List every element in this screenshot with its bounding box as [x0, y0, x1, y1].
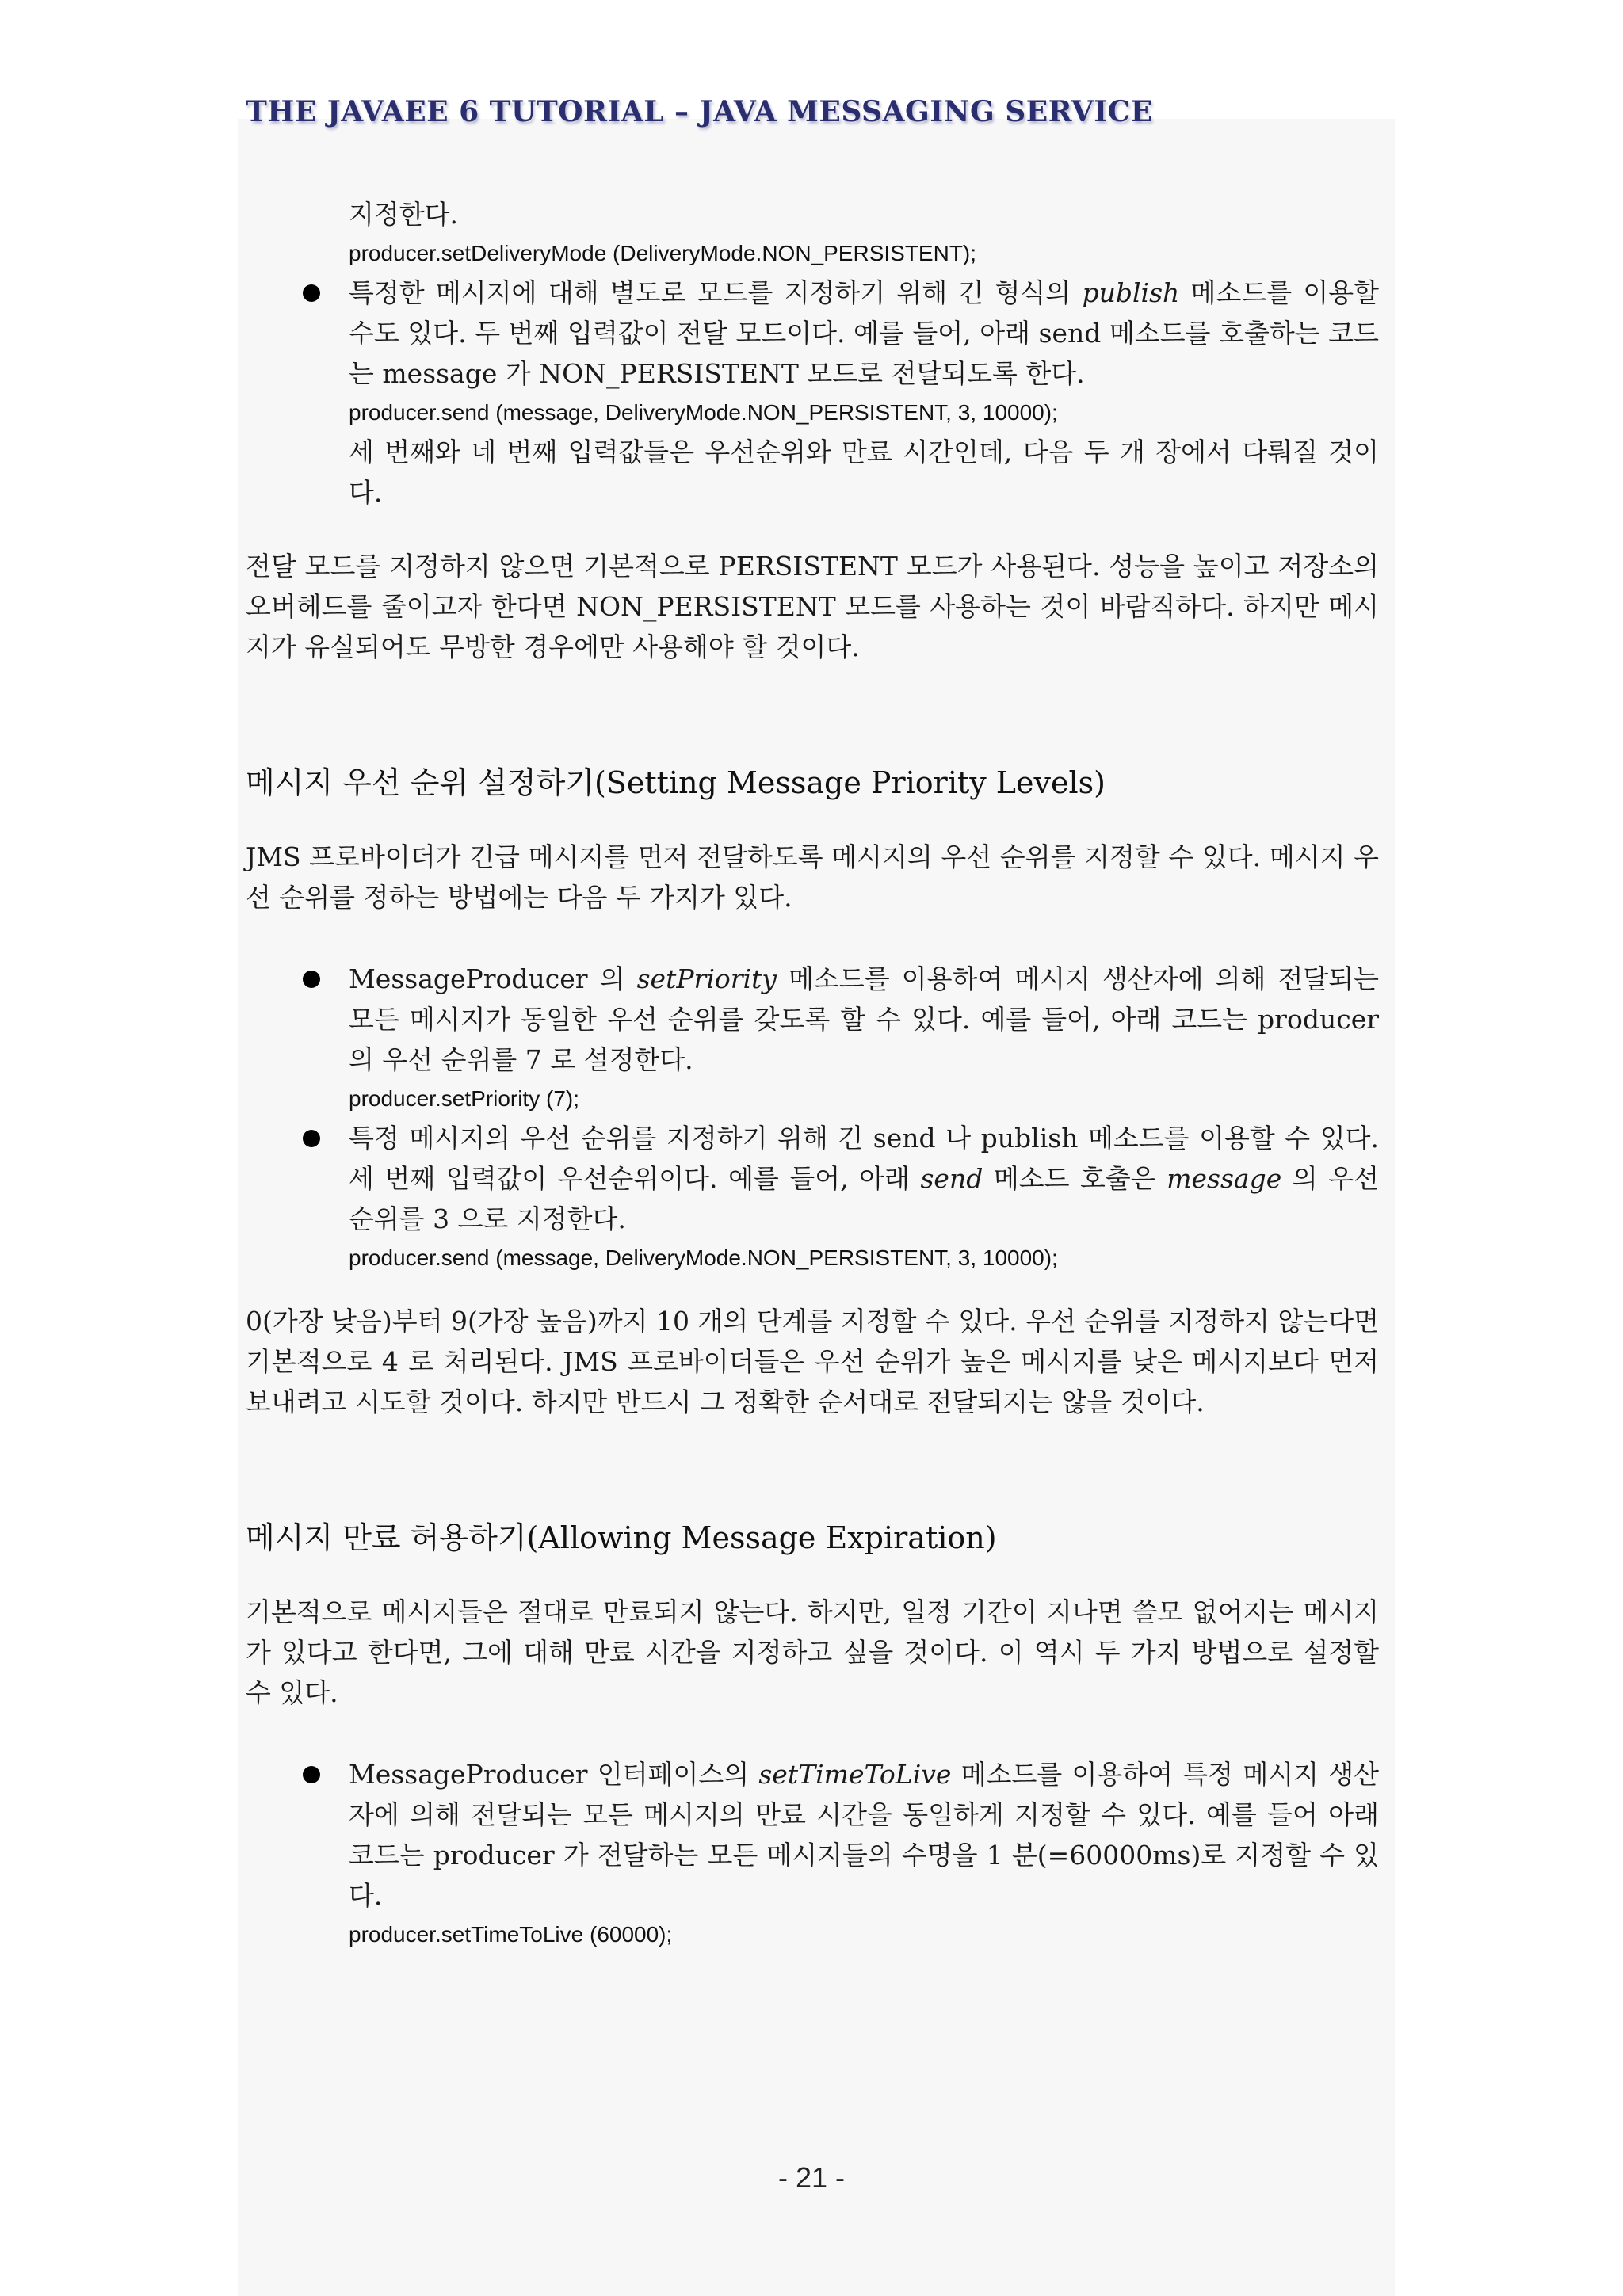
continuation-text: 지정한다. — [349, 199, 459, 230]
method-name: send — [920, 1163, 983, 1194]
code-send-priority: producer.send (message, DeliveryMode.NON_PERSISTENT, 3, 10000); — [349, 1245, 1058, 1270]
bullet-icon — [303, 284, 320, 302]
bullet-text: 메소드를 이용할 수도 있다. 두 번째 입력값이 전달 모드이다. 예를 들어, 아래 send 메소드를 호출하는 코드는 message 가 NON_PERSISTENT 모드로 전달되도록 한다. — [349, 277, 1379, 389]
code-set-time-to-live: producer.setTimeToLive (60000); — [349, 1922, 673, 1947]
list-item — [246, 273, 1379, 394]
code-explanation: 세 번째와 네 번째 입력값들은 우선순위와 만료 시간인데, 다음 두 개 장에서 다뤄질 것이다. — [349, 437, 1379, 508]
bullet-text: 특정한 메시지에 대해 별도로 모드를 지정하기 위해 긴 형식의 — [349, 277, 1083, 308]
bullet-text: 메소드 호출은 — [983, 1163, 1167, 1194]
bullet-text: 메소드를 이용하여 메시지 생산자에 의해 전달되는 모든 메시지가 동일한 우선 순위를 갖도록 할 수 있다. 예를 들어, 아래 코드는 producer 의 우선 순위를 7 로 설정한다. — [349, 963, 1379, 1075]
paragraph-priority-levels: 0(가장 낮음)부터 9(가장 높음)까지 10 개의 단계를 지정할 수 있다. 우선 순위를 지정하지 않는다면 기본적으로 4 로 처리된다. JMS 프로바이더들은 우선 순위가 높은 메시지를 낮은 메시지보다 먼저 보내려고 시도할 것이다. 하지만 반드시 그 정확한 순서대로 전달되지는 않을 것이다. — [246, 1306, 1379, 1417]
page-number: - 21 - — [777, 2161, 846, 2194]
paragraph-delivery-mode: 전달 모드를 지정하지 않으면 기본적으로 PERSISTENT 모드가 사용된다. 성능을 높이고 저장소의 오버헤드를 줄이고자 한다면 NON_PERSISTENT 모드를 사용하는 것이 바람직하다. 하지만 메시지가 유실되어도 무방한 경우에만 사용해야 할 것이다. — [246, 551, 1379, 662]
variable-name: message — [1167, 1163, 1282, 1194]
code-send-message: producer.send (message, DeliveryMode.NON_PERSISTENT, 3, 10000); — [349, 400, 1058, 425]
code-set-delivery-mode: producer.setDeliveryMode (DeliveryMode.NON_PERSISTENT); — [349, 241, 977, 265]
bullet-icon — [303, 1766, 320, 1783]
code-set-priority: producer.setPriority (7); — [349, 1086, 579, 1111]
method-name: setTimeToLive — [758, 1759, 952, 1790]
bullet-text: 특정 메시지의 우선 순위를 지정하기 위해 긴 send 나 publish 메소드를 이용할 수 있다. 세 번째 입력값이 우선순위이다. 예를 들어, 아래 — [349, 1123, 1379, 1194]
bullet-text: MessageProducer 의 — [349, 963, 637, 994]
paragraph-expiration-intro: 기본적으로 메시지들은 절대로 만료되지 않는다. 하지만, 일정 기간이 지나면 쓸모 없어지는 메시지가 있다고 한다면, 그에 대해 만료 시간을 지정하고 싶을 것이다. 이 역시 두 가지 방법으로 설정할 수 있다. — [246, 1596, 1379, 1708]
bullet-text: 의 우선 순위를 3 으로 지정한다. — [349, 1163, 1379, 1234]
page-content — [246, 194, 1379, 1954]
bullet-text: 메소드를 이용하여 특정 메시지 생산자에 의해 전달되는 모든 메시지의 만료 시간을 동일하게 지정할 수 있다. 예를 들어 아래 코드는 producer 가 전달하는 모든 메시지들의 수명을 1 분(=60000ms)로 지정할 수 있다. — [349, 1759, 1379, 1911]
list-item — [246, 1754, 1379, 1916]
running-header: THE JAVAEE 6 TUTORIAL – JAVA MESSAGING SERVICE — [246, 95, 1153, 128]
section-heading-expiration: 메시지 만료 허용하기(Allowing Message Expiration) — [246, 1520, 997, 1555]
bullet-icon — [303, 971, 320, 988]
bullet-icon — [303, 1130, 320, 1147]
paragraph-priority-intro: JMS 프로바이더가 긴급 메시지를 먼저 전달하도록 메시지의 우선 순위를 지정할 수 있다. 메시지 우선 순위를 정하는 방법에는 다음 두 가지가 있다. — [246, 841, 1379, 913]
list-item — [246, 959, 1379, 1080]
list-item — [246, 1118, 1379, 1239]
method-name: setPriority — [636, 963, 777, 994]
section-heading-priority: 메시지 우선 순위 설정하기(Setting Message Priority Levels) — [246, 765, 1106, 800]
bullet-text: MessageProducer 인터페이스의 — [349, 1759, 759, 1790]
method-name: publish — [1082, 277, 1180, 308]
